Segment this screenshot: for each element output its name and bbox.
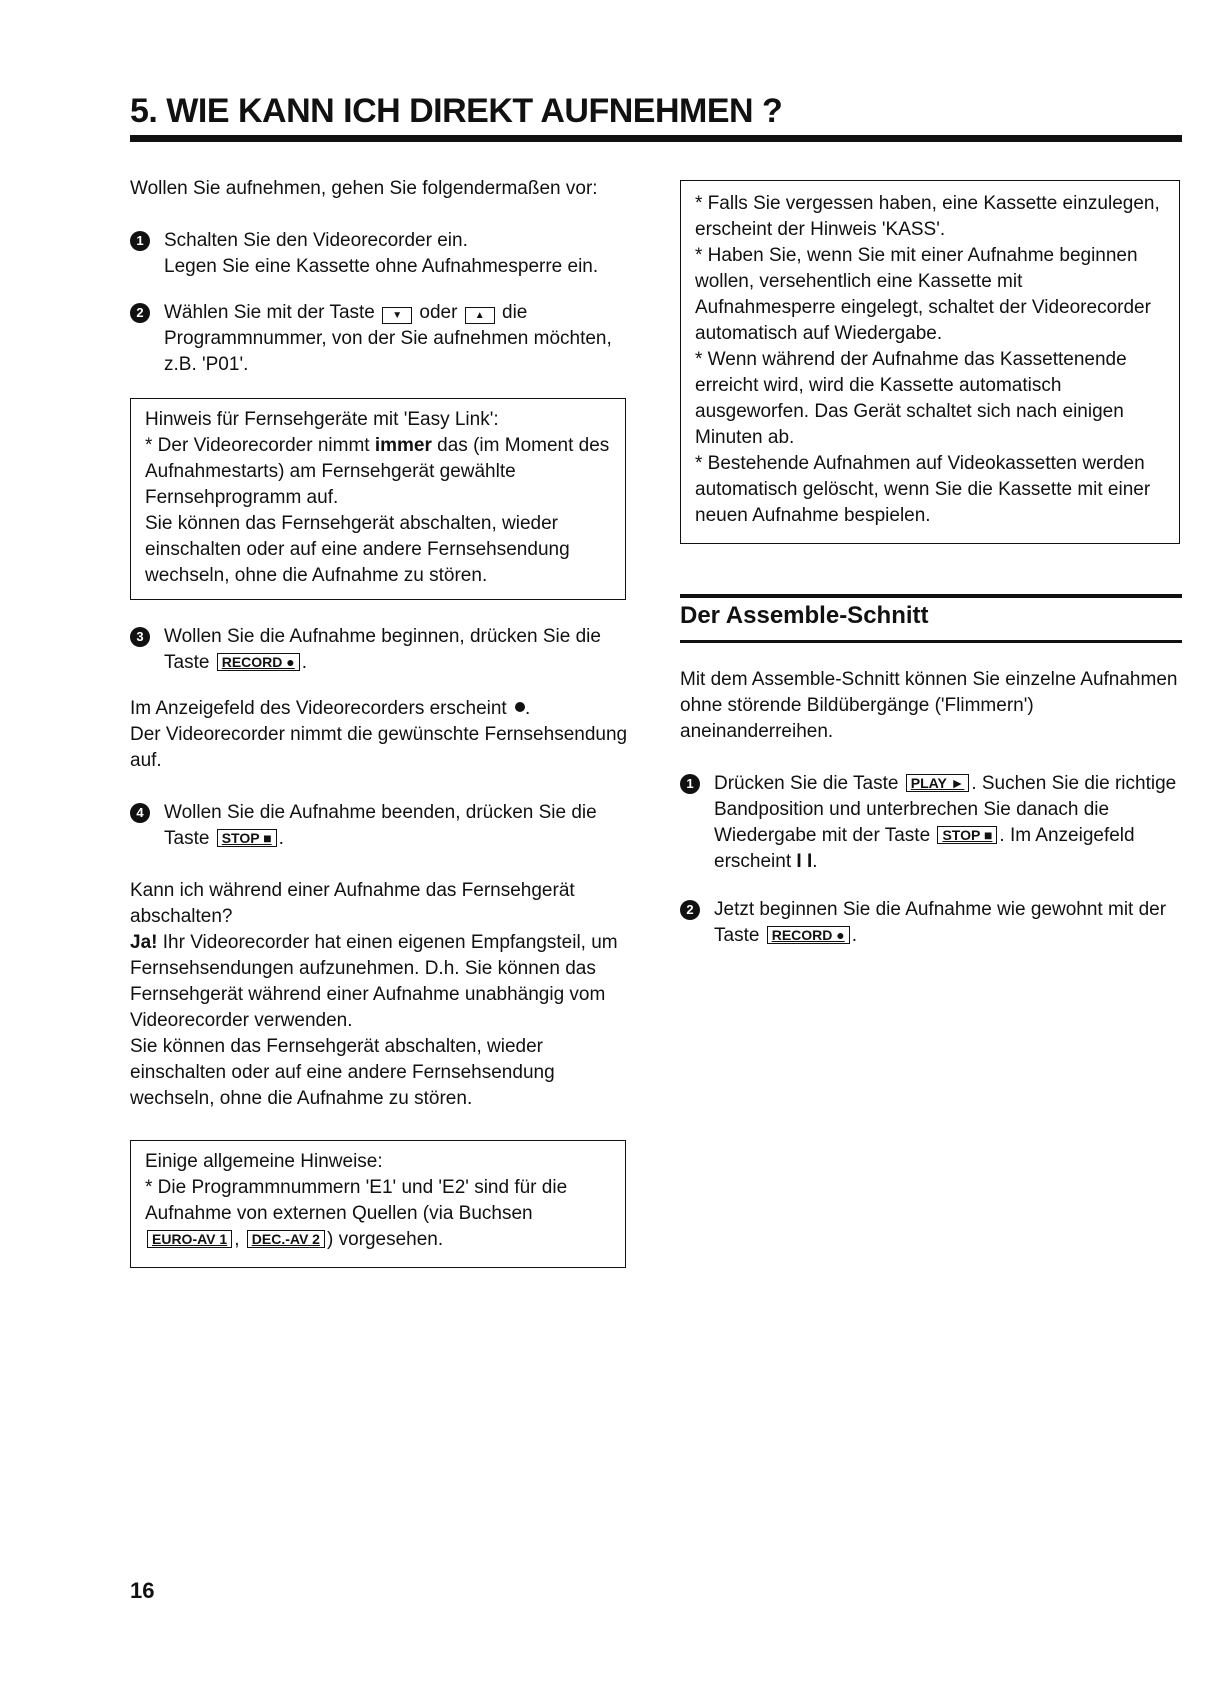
easy-link-heading: Hinweis für Fernsehgeräte mit 'Easy Link': <box>145 409 499 430</box>
step-number: 2 <box>130 303 150 323</box>
step-number: 4 <box>130 803 150 823</box>
step-2 <box>130 300 630 378</box>
answer-body: Ihr Videorecorder hat einen eigenen Empfangsteil, um Fernsehsendungen aufzunehmen. D.h. Sie können das Fernsehgerät während einer Aufnahme unabhängig vom Videorecorder verwenden. <box>130 932 618 1031</box>
right-column <box>680 180 1180 544</box>
easy-link-text <box>145 433 611 511</box>
section-top-rule <box>680 594 1182 598</box>
answer-text <box>130 930 630 1034</box>
assemble-step-1-t4: . <box>812 851 818 872</box>
step-number: 3 <box>130 627 150 647</box>
record-key: RECORD ● <box>217 653 300 671</box>
step-1 <box>130 228 630 280</box>
easy-link-text2: das (im Moment des Aufnahmestarts) am Fernsehgerät gewählte Fernsehprogramm auf. <box>145 435 610 508</box>
display-line1-text: Im Anzeigefeld des Videorecorders erscheint <box>130 698 507 719</box>
left-column <box>130 176 630 1268</box>
general-sep: , <box>234 1229 240 1250</box>
assemble-step-1-t1: Drücken Sie die Taste <box>714 773 899 794</box>
stop-key: STOP ■ <box>937 826 997 844</box>
step-2-after: die Programmnummer, von der Sie aufnehmen möchten, z.B. 'P01'. <box>164 302 612 375</box>
note-bestehende: * Bestehende Aufnahmen auf Videokassetten werden automatisch gelöscht, wenn Sie die Kassette mit einer neuen Aufnahme bespielen. <box>695 453 1151 526</box>
up-arrow-key: ▲ <box>465 307 495 324</box>
note-aufnahmesperre: * Haben Sie, wenn Sie mit einer Aufnahme beginnen wollen, versehentlich eine Kassette mit Aufnahmesperre eingelegt, schaltet der Videorecorder automatisch auf Wiedergabe. <box>695 245 1151 344</box>
notes-box <box>680 180 1180 544</box>
assemble-step-1-text <box>714 771 1184 875</box>
assemble-step-2-t1: Jetzt beginnen Sie die Aufnahme wie gewohnt mit der Taste <box>714 899 1167 946</box>
answer-bold: Ja! <box>130 932 158 953</box>
step-number: 1 <box>680 774 700 794</box>
note-kassettenende: * Wenn während der Aufnahme das Kassettenende erreicht wird, wird die Kassette automatisch ausgeworfen. Das Gerät schaltet sich nach einigen Minuten ab. <box>695 349 1127 448</box>
step-2-before: Wählen Sie mit der Taste <box>164 302 375 323</box>
step-2-mid: oder <box>419 302 458 323</box>
display-paragraph <box>130 696 630 774</box>
question-section <box>130 878 630 1112</box>
dec-av2-key: DEC.-AV 2 <box>247 1230 325 1248</box>
stop-key: STOP ■ <box>217 829 277 847</box>
assemble-intro: Mit dem Assemble-Schnitt können Sie einzelne Aufnahmen ohne störende Bildübergänge ('Flimmern') aneinanderreihen. <box>680 669 1178 742</box>
display-line1-end: . <box>524 698 531 719</box>
step-3-body: Wollen Sie die Aufnahme beginnen, drücken Sie die Taste <box>164 626 601 673</box>
section-bottom-rule <box>680 640 1182 643</box>
play-key: PLAY ► <box>906 774 970 792</box>
record-dot-icon <box>515 702 525 712</box>
step-4 <box>130 800 630 852</box>
easy-link-box <box>130 398 626 600</box>
easy-link-bold: immer <box>374 435 432 456</box>
easy-link-text1: * Der Videorecorder nimmt <box>145 435 370 456</box>
easy-link-text3: Sie können das Fernsehgerät abschalten, wieder einschalten oder auf eine andere Fernsehsendung wechseln, ohne die Aufnahme zu stören. <box>145 513 570 586</box>
display-line1 <box>130 696 630 722</box>
page-title: 5. WIE KANN ICH DIREKT AUFNEHMEN ? <box>130 92 783 130</box>
step-1-line1: Schalten Sie den Videorecorder ein. <box>164 230 468 251</box>
pause-indicator: I I <box>796 851 813 872</box>
general-body: * Die Programmnummern 'E1' und 'E2' sind für die Aufnahme von externen Quellen (via Buchsen <box>145 1177 568 1224</box>
assemble-step-2 <box>680 897 1184 949</box>
step-number: 2 <box>680 900 700 920</box>
step-4-text <box>164 800 630 852</box>
assemble-step-1 <box>680 771 1184 875</box>
display-line2: Der Videorecorder nimmt die gewünschte Fernsehsendung auf. <box>130 724 628 771</box>
step-4-end: . <box>278 828 284 849</box>
assemble-step-1-t3: . Im Anzeigefeld erscheint <box>714 825 1135 872</box>
step-3-text <box>164 624 630 676</box>
euro-av1-key: EURO-AV 1 <box>147 1230 232 1248</box>
record-key: RECORD ● <box>767 926 850 944</box>
step-4-body: Wollen Sie die Aufnahme beenden, drücken Sie die Taste <box>164 802 597 849</box>
assemble-step-2-text <box>714 897 1184 949</box>
step-3-end: . <box>301 652 307 673</box>
page-number: 16 <box>130 1578 155 1603</box>
general-notes-box <box>130 1140 626 1268</box>
question-text: Kann ich während einer Aufnahme das Fernsehgerät abschalten? <box>130 880 575 927</box>
down-arrow-key: ▼ <box>382 307 412 324</box>
step-1-line2: Legen Sie eine Kassette ohne Aufnahmesperre ein. <box>164 256 599 277</box>
answer-text-2: Sie können das Fernsehgerät abschalten, wieder einschalten oder auf eine andere Fernsehsendung wechseln, ohne die Aufnahme zu stören. <box>130 1036 555 1109</box>
title-rule <box>130 135 1182 142</box>
note-kassette: * Falls Sie vergessen haben, eine Kassette einzulegen, erscheint der Hinweis 'KASS'. <box>695 193 1160 240</box>
step-3 <box>130 624 630 676</box>
general-heading: Einige allgemeine Hinweise: <box>145 1151 383 1172</box>
general-end: ) vorgesehen. <box>326 1229 444 1250</box>
section-title: Der Assemble-Schnitt <box>680 602 929 629</box>
assemble-section <box>680 667 1184 969</box>
step-number: 1 <box>130 231 150 251</box>
intro-text: Wollen Sie aufnehmen, gehen Sie folgendermaßen vor: <box>130 178 598 199</box>
step-2-text <box>164 300 630 378</box>
assemble-step-2-end: . <box>851 925 857 946</box>
assemble-step-1-t2: . Suchen Sie die richtige Bandposition und unterbrechen Sie danach die Wiedergabe mit der Taste <box>714 773 1177 846</box>
general-text <box>145 1175 611 1253</box>
